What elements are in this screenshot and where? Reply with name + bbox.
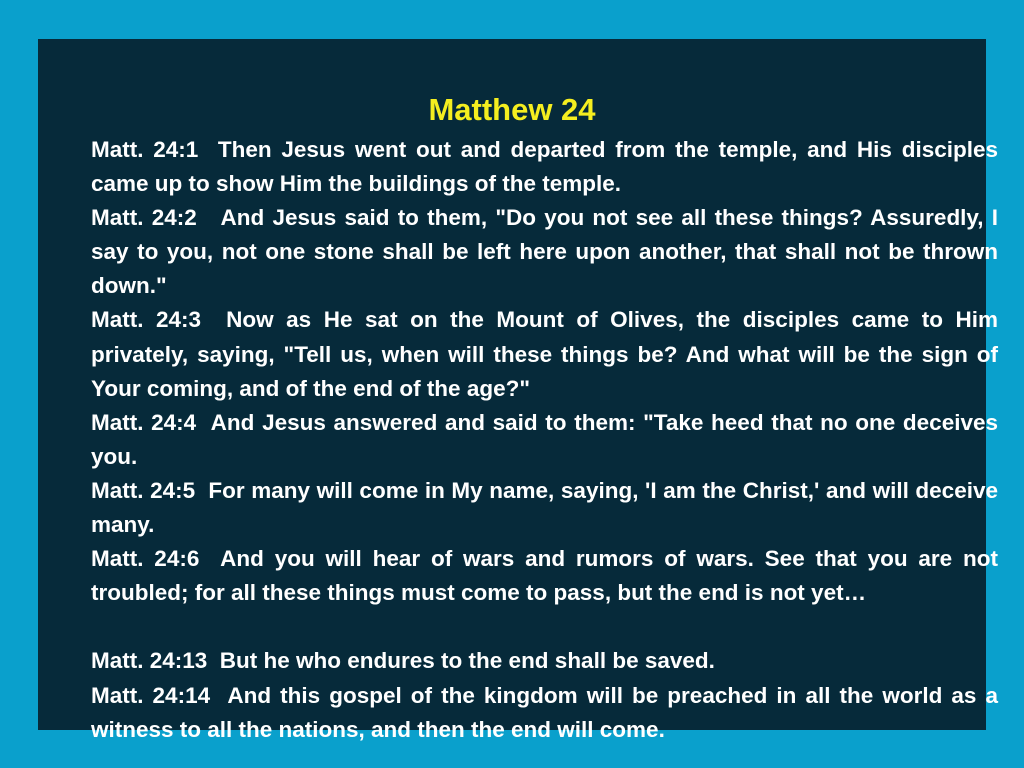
verse-matt-24-1 <box>91 133 998 201</box>
verse-text: Then Jesus went out and departed from the temple, and His disciples came up to show Him the buildings of the temple. <box>91 137 999 197</box>
verse-matt-24-14 <box>91 679 998 747</box>
verse-matt-24-5 <box>91 474 998 542</box>
verse-reference: Matt. 24:14 <box>91 682 228 708</box>
verse-list <box>91 133 998 747</box>
verse-matt-24-4 <box>91 406 998 474</box>
verse-text: And this gospel of the kingdom will be preached in all the world as a witness to all the nations, and then the end will come. <box>91 682 998 742</box>
verse-spacer <box>91 610 998 644</box>
verse-matt-24-6 <box>91 542 998 610</box>
verse-reference: Matt. 24:5 <box>91 477 209 503</box>
verse-reference: Matt. 24:13 <box>91 648 220 674</box>
verse-text: But he who endures to the end shall be saved. <box>219 648 715 674</box>
verse-text: And you will hear of wars and rumors of wars. See that you are not troubled; for all these things must come to pass, but the end is not yet… <box>91 546 998 606</box>
verse-reference: Matt. 24:3 <box>91 307 227 333</box>
slide-title: Matthew 24 <box>428 92 596 127</box>
verse-text: For many will come in My name, saying, 'I am the Christ,' and will deceive many. <box>91 477 998 538</box>
verse-reference: Matt. 24:6 <box>91 546 221 572</box>
verse-text: Now as He sat on the Mount of Olives, the disciples came to Him privately, saying, "Tell us, when will these things be? And what will be the sign of Your coming, and of the end of the age?" <box>91 307 998 401</box>
verse-text: And Jesus said to them, "Do you not see all these things? Assuredly, I say to you, not one stone shall be left here upon another, that shall not be thrown down." <box>91 205 998 299</box>
verse-matt-24-2 <box>91 201 998 303</box>
verse-reference: Matt. 24:4 <box>91 409 211 435</box>
verse-matt-24-13 <box>91 644 998 678</box>
slide-panel <box>38 39 999 742</box>
verse-text: And Jesus answered and said to them: "Take heed that no one deceives you. <box>91 409 998 469</box>
verse-reference: Matt. 24:1 <box>91 137 218 162</box>
verse-reference: Matt. 24:2 <box>91 205 221 231</box>
verse-matt-24-3 <box>91 303 998 405</box>
